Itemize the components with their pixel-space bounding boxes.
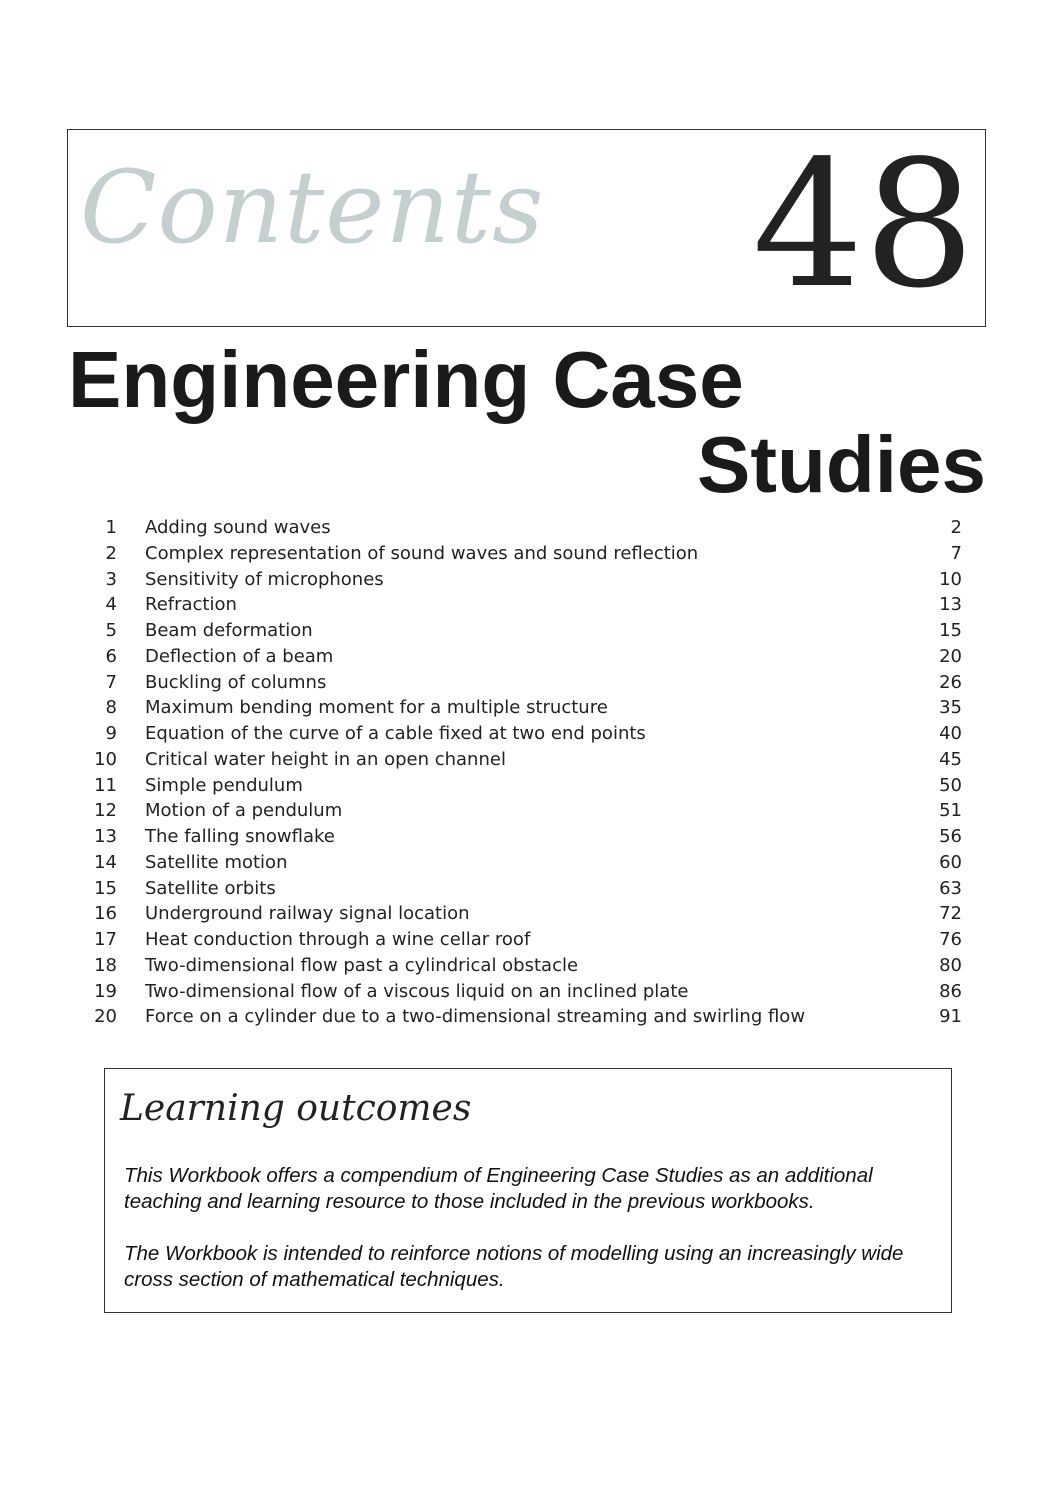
learning-outcomes-heading: Learning outcomes: [120, 1088, 472, 1129]
toc-title: Satellite orbits: [145, 877, 276, 899]
toc-number: 1: [105, 517, 117, 538]
learning-outcomes-paragraph: The Workbook is intended to reinforce notions of modelling using an increasingly wide cross section of mathematical techniques.: [124, 1242, 904, 1291]
toc-page-number: 45: [939, 748, 962, 770]
toc-page-number: 2: [950, 517, 962, 538]
toc-title: Deflection of a beam: [145, 645, 334, 667]
toc-title: Equation of the curve of a cable fixed at two end points: [145, 723, 646, 744]
toc-row[interactable]: [90, 1004, 962, 1030]
toc-number: 4: [105, 594, 117, 616]
learning-outcomes-paragraph: This Workbook offers a compendium of Engineering Case Studies as an additional teaching and learning resource to those included in the previous workbooks.: [124, 1164, 873, 1213]
toc-row[interactable]: [90, 592, 962, 618]
toc-row[interactable]: [90, 979, 962, 1005]
toc-page-number: 60: [939, 851, 962, 873]
workbook-title-line2: Studies: [697, 420, 986, 509]
toc-number: 9: [105, 723, 117, 744]
toc-page-number: 63: [939, 877, 962, 899]
toc-title: Buckling of columns: [145, 671, 327, 693]
toc-number: 17: [94, 929, 117, 950]
toc-page-number: 26: [939, 671, 962, 693]
toc-title: Underground railway signal location: [145, 903, 470, 925]
toc-page-number: 20: [939, 645, 962, 667]
toc-row[interactable]: [90, 567, 962, 593]
toc-row[interactable]: [90, 773, 962, 799]
toc-page-number: 76: [939, 929, 962, 950]
toc-number: 12: [94, 800, 117, 822]
toc-number: 16: [94, 903, 117, 925]
toc-number: 10: [94, 748, 117, 770]
toc-number: 18: [94, 954, 117, 976]
toc-page-number: 91: [939, 1006, 962, 1028]
toc-page-number: 51: [939, 800, 962, 822]
toc-row[interactable]: [90, 618, 962, 644]
toc-row[interactable]: [90, 876, 962, 902]
toc-number: 3: [105, 568, 117, 590]
toc-page-number: 86: [939, 980, 962, 1002]
toc-number: 15: [94, 877, 117, 899]
toc-title: Complex representation of sound waves and sound reflection: [145, 542, 699, 564]
toc-row[interactable]: [90, 798, 962, 824]
toc-title: Force on a cylinder due to a two-dimensional streaming and swirling flow: [145, 1006, 806, 1028]
toc-title: Adding sound waves: [145, 517, 331, 538]
toc-title: Heat conduction through a wine cellar roof: [145, 929, 531, 950]
toc-row[interactable]: [90, 953, 962, 979]
toc-number: 19: [94, 980, 117, 1002]
toc-row[interactable]: [90, 695, 962, 721]
contents-header-box: [67, 124, 986, 327]
toc-row[interactable]: [90, 721, 962, 747]
toc-page-number: 50: [939, 774, 962, 796]
toc-title: The falling snowflake: [145, 826, 335, 847]
toc-title: Simple pendulum: [145, 774, 303, 796]
toc-row[interactable]: [90, 515, 962, 541]
toc-number: 20: [94, 1006, 117, 1028]
toc-page-number: 7: [950, 542, 962, 564]
toc-number: 7: [105, 671, 117, 693]
toc-row[interactable]: [90, 927, 962, 953]
toc-row[interactable]: [90, 747, 962, 773]
toc-row[interactable]: [90, 901, 962, 927]
toc-title: Two-dimensional flow past a cylindrical obstacle: [145, 954, 579, 976]
toc-page-number: 80: [939, 954, 962, 976]
toc-title: Beam deformation: [145, 620, 313, 641]
toc-number: 13: [94, 826, 117, 847]
toc-page-number: 40: [939, 723, 962, 744]
toc-title: Two-dimensional flow of a viscous liquid on an inclined plate: [145, 980, 689, 1002]
toc-number: 8: [105, 697, 117, 719]
workbook-title-line1: Engineering Case: [68, 335, 744, 424]
toc-page-number: 72: [939, 903, 962, 925]
toc-row[interactable]: [90, 850, 962, 876]
toc-number: 6: [105, 645, 117, 667]
toc-row[interactable]: [90, 670, 962, 696]
toc-page-number: 35: [939, 697, 962, 719]
toc-page-number: 13: [939, 594, 962, 616]
contents-label: Contents: [80, 149, 545, 266]
toc-number: 2: [105, 542, 117, 564]
toc-number: 11: [94, 774, 117, 796]
toc-row[interactable]: [90, 541, 962, 567]
toc-title: Sensitivity of microphones: [145, 568, 384, 590]
toc-number: 5: [105, 620, 117, 641]
toc-number: 14: [94, 851, 117, 873]
toc-title: Critical water height in an open channel: [145, 748, 506, 770]
toc-row[interactable]: [90, 824, 962, 850]
toc-title: Refraction: [145, 594, 237, 616]
toc-title: Satellite motion: [145, 851, 288, 873]
workbook-number: 48: [752, 124, 975, 327]
table-of-contents: [90, 515, 962, 1030]
toc-row[interactable]: [90, 644, 962, 670]
toc-page-number: 10: [939, 568, 962, 590]
toc-page-number: 56: [939, 826, 962, 847]
toc-page-number: 15: [939, 620, 962, 641]
toc-title: Motion of a pendulum: [145, 800, 343, 822]
toc-title: Maximum bending moment for a multiple structure: [145, 697, 608, 719]
learning-outcomes-box: [104, 1068, 952, 1313]
